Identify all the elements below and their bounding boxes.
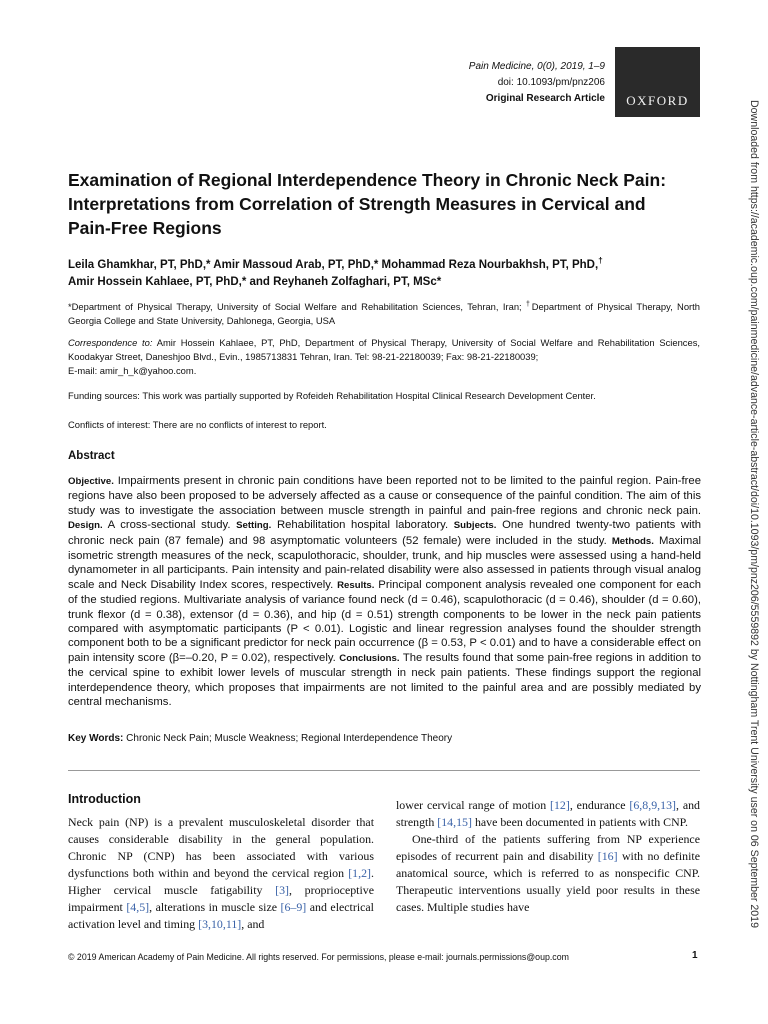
subjects-text: One hundred twenty-two patients with chronic neck pain (87 female) and 98 asymptomatic volunteers (52 female) were included in the study. xyxy=(68,519,702,547)
introduction-heading: Introduction xyxy=(68,792,141,806)
article-title: Examination of Regional Interdependence Theory in Chronic Neck Pain: Interpretations from Correlation of Strength Measures in Cervical and Pain-Free Regions xyxy=(68,170,667,238)
correspondence-label: Correspondence to: xyxy=(68,337,153,348)
copyright-footer: © 2019 American Academy of Pain Medicine. All rights reserved. For permissions, please e-mail: journals.permissions@oup.com xyxy=(68,952,569,962)
oxford-logo-text: OXFORD xyxy=(626,93,689,108)
intro-text: with no definite anatomical source, which is referred to as nonspecific CNP. Therapeutic interventions usually yield poor results in these cases. Multiple studies have xyxy=(396,849,700,914)
correspondence xyxy=(68,336,700,378)
keywords xyxy=(68,733,452,744)
intro-text: Neck pain (NP) is a prevalent musculoskeletal disorder that causes considerable disability in the general population. Chronic NP (CNP) has been associated with various dysfunctions both within and beyond the cervical region xyxy=(68,815,374,880)
citation-link[interactable]: [3] xyxy=(275,883,290,897)
journal-citation: Pain Medicine, 0(0), 2019, 1–9 xyxy=(468,61,605,72)
intro-text: , proprioceptive impairment xyxy=(68,883,375,914)
funding-statement: Funding sources: This work was partially supported by Rofeideh Rehabilitation Hospital Clinical Research Development Center. xyxy=(68,390,596,401)
intro-column-left xyxy=(68,814,374,933)
section-divider xyxy=(68,770,700,771)
download-banner xyxy=(746,100,760,980)
affiliation-1: *Department of Physical Therapy, University of Social Welfare and Rehabilitation Sciences, Tehran, Iran; xyxy=(68,301,522,313)
citation-link[interactable]: [1,2] xyxy=(348,866,372,880)
intro-column-right xyxy=(396,797,700,916)
design-text: A cross-sectional study. xyxy=(107,519,231,532)
affiliations xyxy=(68,298,700,328)
objective-label: Objective. xyxy=(68,476,114,487)
intro-text: . Higher cervical muscle fatigability xyxy=(68,866,374,897)
oxford-logo xyxy=(615,47,700,117)
citation-link[interactable]: [14,15] xyxy=(437,815,472,829)
affiliation-2: Department of Physical Therapy, North Georgia College and State University, Dahlonega, Georgia, USA xyxy=(68,301,700,327)
affiliation-mark: † xyxy=(526,301,532,308)
results-text: Principal component analysis revealed one component for each of the studied regions. Multivariate analysis of variance found neck (d = 0.46), scapulothoracic (d = 0.46), shoulder (d = 0.60), trunk flexor (d = 0.38), extensor (d = 0.36), and hip (d = 0.51) strength components to be lower in the neck pain patients compared with asymptomatic participants (P < 0.01). Logistic and linear regression analyses found the shoulder strength component both to be a significant predictor for neck pain occurrence (β = 0.53, P < 0.01) and to have a considerable effect on pain intensity score (β=–0.20, P = 0.02), respectively. xyxy=(68,578,702,664)
page-number: 1 xyxy=(692,950,698,961)
abstract-body xyxy=(68,474,701,710)
citation-link[interactable]: [12] xyxy=(550,798,570,812)
methods-label: Methods. xyxy=(611,535,654,547)
intro-text: , and xyxy=(241,917,265,931)
results-label: Results. xyxy=(337,579,375,591)
authors-line-2: Amir Hossein Kahlaee, PT, PhD,* and Reyhaneh Zolfaghari, PT, MSc* xyxy=(68,275,442,288)
objective-text: Impairments present in chronic pain conditions have been reported not to be limited to the painful region. Pain-free regions have also been proposed to be adversely affected as a cause or consequence of the painful condition. The aim of this study was to investigate the association between muscle strength in painful and pain-free regions and chronic neck pain. xyxy=(68,475,701,517)
download-banner-text: Downloaded from https://academic.oup.com/painmedicine/advance-article-abstract/doi/10.1093/pm/pnz206/5559892 by Nottingham Trent University user on 06 September 2019 xyxy=(748,100,760,928)
doi: doi: 10.1093/pm/pnz206 xyxy=(497,77,605,88)
conclusions-text: The results found that some pain-free regions in addition to the cervical spine to exhibit lower levels of muscular strength in neck pain patients. These findings support the regional interdependence theory, which proposes that impairments are not limited to the painful area and are possibly mediated by central mechanisms. xyxy=(68,651,702,709)
intro-text: , and strength xyxy=(396,798,700,829)
citation-link[interactable]: [6–9] xyxy=(280,900,307,914)
conflicts-statement: Conflicts of interest: There are no conflicts of interest to report. xyxy=(68,419,327,430)
conclusions-label: Conclusions. xyxy=(339,652,400,664)
subjects-label: Subjects. xyxy=(453,520,497,532)
intro-text: One-third of the patients suffering from NP experience episodes of recurrent pain and disability xyxy=(396,832,700,863)
keywords-text: Chronic Neck Pain; Muscle Weakness; Regional Interdependence Theory xyxy=(126,733,453,744)
abstract-heading: Abstract xyxy=(68,450,115,462)
intro-text: have been documented in patients with CNP. xyxy=(471,815,688,829)
citation-link[interactable]: [4,5] xyxy=(126,900,150,914)
methods-text: Maximal isometric strength measures of the neck, scapulothoracic, shoulder, trunk, and hip muscles were assessed using a hand-held dynamometer in all participants. Pain intensity and pain-related disability were also assessed in patients through visual analog scale and Neck Disability Index scores, respectively. xyxy=(68,534,702,591)
design-label: Design. xyxy=(68,520,103,532)
authors-line-1: Leila Ghamkhar, PT, PhD,* Amir Massoud Arab, PT, PhD,* Mohammad Reza Nourbakhsh, PT, PhD, xyxy=(68,258,599,271)
citation-link[interactable]: [3,10,11] xyxy=(198,917,242,931)
citation-link[interactable]: [16] xyxy=(597,849,618,863)
author-list xyxy=(68,252,708,291)
intro-text: and electrical activation level and timing xyxy=(68,900,374,931)
setting-label: Setting. xyxy=(236,520,272,532)
article-type: Original Research Article xyxy=(485,93,605,104)
intro-text: , endurance xyxy=(569,798,630,812)
setting-text: Rehabilitation hospital laboratory. xyxy=(276,519,449,532)
journal-header xyxy=(469,59,605,107)
correspondence-text: Amir Hossein Kahlaee, PT, PhD, Department of Physical Therapy, University of Social Welfare and Rehabilitation Sciences, Koodakyar Street, Daneshjoo Blvd., Evin., 1985713831 Tehran, Iran. Tel: 98-21-22180039; Fax: 98-21-22180039; xyxy=(68,337,700,362)
author-mark: † xyxy=(598,256,603,265)
intro-text: lower cervical range of motion xyxy=(396,798,551,812)
citation-link[interactable]: [6,8,9,13] xyxy=(629,798,676,812)
keywords-label: Key Words: xyxy=(68,733,124,744)
correspondence-email[interactable]: E-mail: amir_h_k@yahoo.com. xyxy=(68,365,197,376)
intro-text: , alterations in muscle size xyxy=(149,900,281,914)
